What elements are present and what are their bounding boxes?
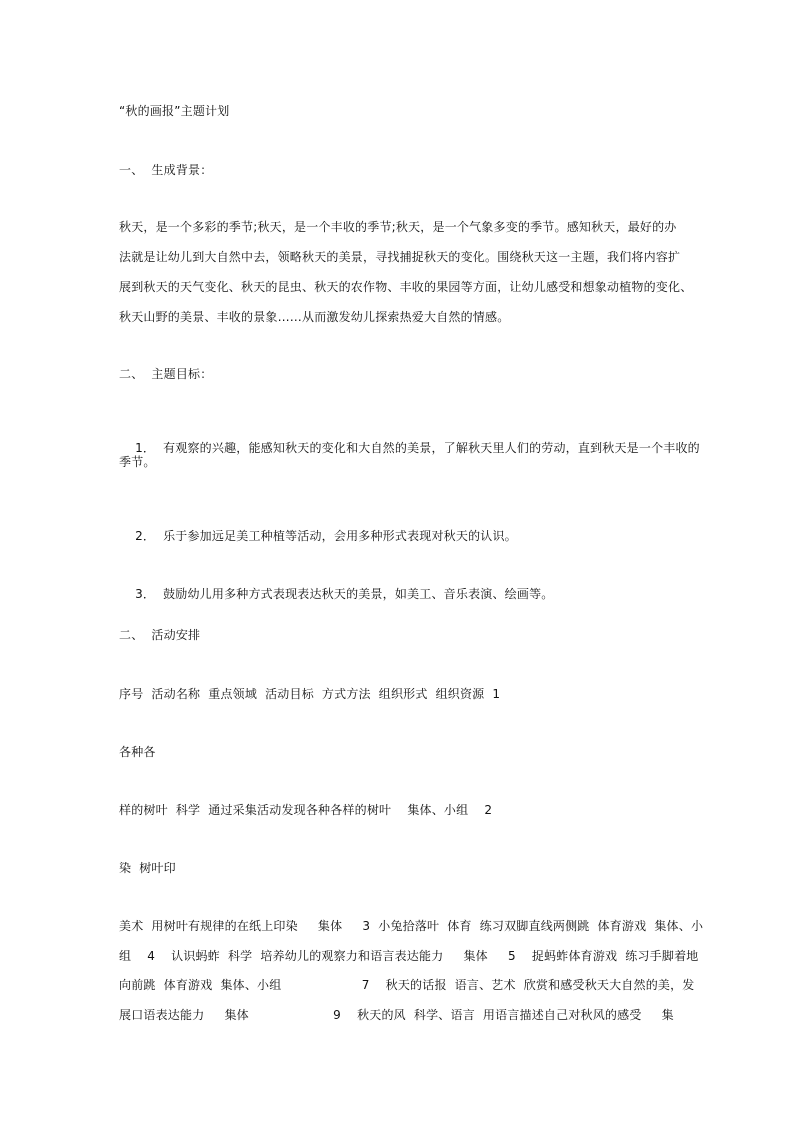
goal-number: 2． (135, 529, 156, 543)
goal-number: 3． (135, 587, 156, 601)
goal-item (119, 512, 517, 560)
table-text-line: 美术 用树叶有规律的在纸上印染 集体 3 小兔拾落叶 体育 练习双脚直线两侧跳 体育游戏 集体、小 (119, 919, 704, 933)
section-heading-background: 一、 生成背景： (119, 163, 213, 177)
section-heading-activities: 二、 活动安排 (119, 628, 201, 642)
table-text-line: 向前跳 体育游戏 集体、小组 7 秋天的话报 语言、艺术 欣赏和感受秋天大自然的美，发 (119, 978, 695, 992)
goal-item (119, 570, 553, 618)
paragraph-line: 秋天山野的美景、丰收的景象……从而激发幼儿探索热爱大自然的情感。 (119, 310, 510, 324)
table-text-line: 组 4 认识蚂蚱 科学 培养幼儿的观察力和语言表达能力 集体 5 捉蚂蚱体育游戏 练习手脚着地 (119, 949, 699, 963)
goal-text: 乐于参加远足美工种植等活动，会用多种形式表现对秋天的认识。 (163, 529, 517, 543)
section-heading-goals: 二、 主题目标： (119, 367, 213, 381)
goal-text: 有观察的兴趣，能感知秋天的变化和大自然的美景，了解秋天里人们的劳动，直到秋天是一个丰收的 (163, 441, 700, 455)
table-text-line: 各种各 (119, 745, 156, 759)
document-title: “秋的画报”主题计划 (119, 104, 230, 118)
goal-text-continued: 季节。 (119, 455, 156, 469)
paragraph-line: 秋天，是一个多彩的季节;秋天，是一个丰收的季节;秋天，是一个气象多变的季节。感知秋天，最好的办 (119, 220, 677, 234)
paragraph-line: 展到秋天的天气变化、秋天的昆虫、秋天的农作物、丰收的果园等方面，让幼儿感受和想象动植物的变化、 (119, 280, 693, 294)
table-text-line: 样的树叶 科学 通过采集活动发现各种各样的树叶 集体、小组 2 (119, 803, 493, 817)
table-header-line: 序号 活动名称 重点领域 活动目标 方式方法 组织形式 组织资源 1 (119, 687, 501, 701)
paragraph-line: 法就是让幼儿到大自然中去，领略秋天的美景，寻找捕捉秋天的变化。围绕秋天这一主题，我们将内容扩 (119, 250, 681, 264)
goal-number: 1． (135, 441, 156, 455)
table-text-line: 染 树叶印 (119, 861, 176, 875)
goal-text: 鼓励幼儿用多种方式表现表达秋天的美景，如美工、音乐表演、绘画等。 (163, 587, 554, 601)
goal-item (119, 424, 700, 472)
table-text-line: 展口语表达能力 集体 9 秋天的风 科学、语言 用语言描述自己对秋风的感受 集 (119, 1008, 674, 1022)
